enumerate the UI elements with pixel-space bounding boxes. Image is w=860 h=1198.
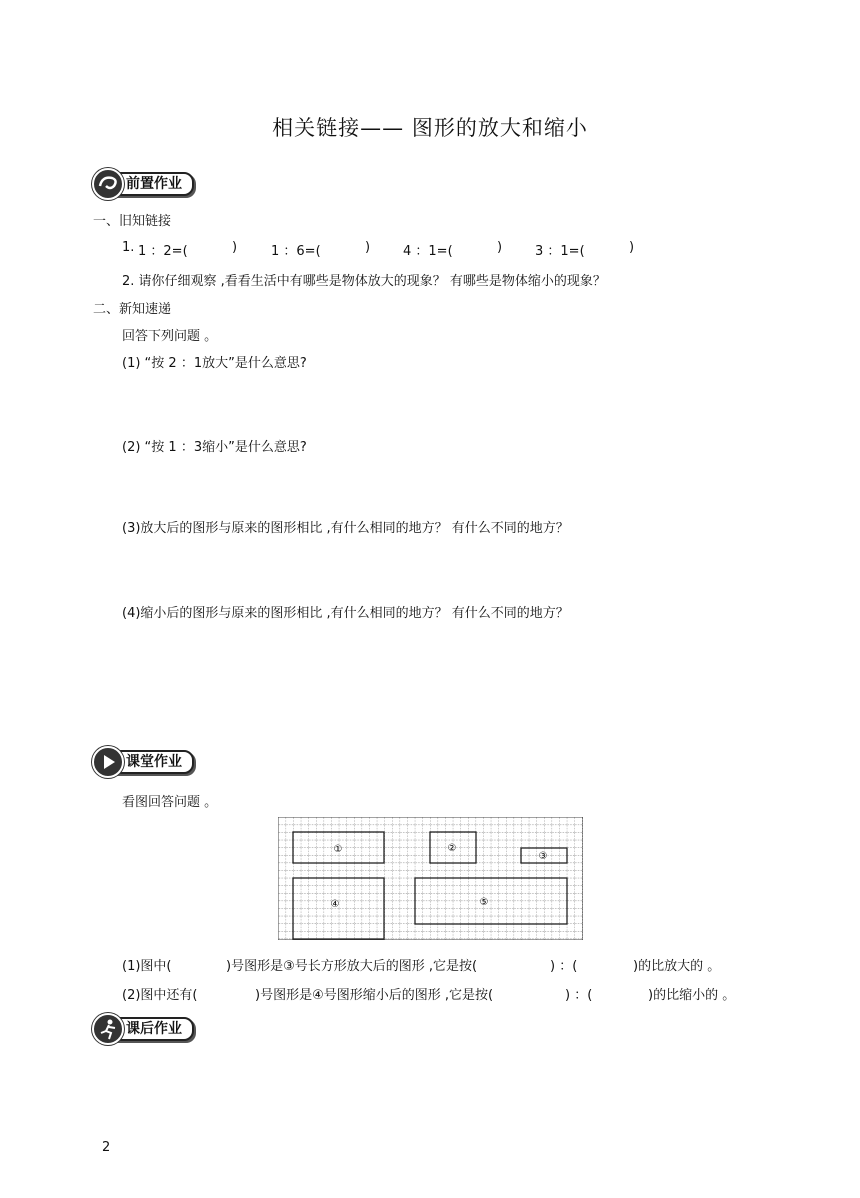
ratio-q-prefix: 1.: [122, 240, 135, 255]
ratio-3: 4 ：1=(: [403, 244, 453, 259]
ratio-1: 1 ：2=(: [138, 244, 188, 259]
answer2-part-a: (2)图中还有(: [122, 988, 198, 1003]
ratio-4: 3 ：1=(: [535, 244, 585, 259]
answer2-part-c: ) ：(: [565, 988, 593, 1003]
section-label-pre: 前置作业: [110, 172, 194, 196]
page-number: 2: [102, 1140, 111, 1155]
part2-intro: 回答下列问题 。: [122, 329, 218, 344]
part2-q1: (1) “按 2 ：1放大”是什么意思?: [122, 356, 307, 371]
grid-svg: [278, 817, 583, 940]
runner-icon: [92, 1013, 124, 1045]
answer1-part-a: (1)图中(: [122, 959, 172, 974]
part2-q2: (2) “按 1 ：3缩小”是什么意思?: [122, 440, 307, 455]
swirl-icon: [92, 168, 124, 200]
answer2-part-b: )号图形是④号图形缩小后的图形 ,它是按(: [255, 988, 494, 1003]
label-2: ②: [447, 843, 457, 854]
part2-q4: (4)缩小后的图形与原来的图形相比 ,有什么相同的地方？ 有什么不同的地方？: [122, 606, 569, 621]
part2-q3: (3)放大后的图形与原来的图形相比 ,有什么相同的地方？ 有什么不同的地方？: [122, 521, 569, 536]
label-4: ④: [330, 899, 340, 910]
ratio-1-close: ): [232, 240, 238, 255]
ratio-2-close: ): [365, 240, 371, 255]
play-icon: [92, 746, 124, 778]
part2-heading: 二、新知速递: [93, 302, 172, 317]
part1-heading: 一、旧知链接: [93, 214, 172, 229]
answer1-part-b: )号图形是③号长方形放大后的图形 ,它是按(: [226, 959, 478, 974]
page-title: 相关链接—— 图形的放大和缩小: [272, 116, 588, 140]
grid-figure: [278, 817, 583, 940]
answer1-part-c: ) ：(: [550, 959, 578, 974]
ratio-4-close: ): [629, 240, 635, 255]
classwork-intro: 看图回答问题 。: [122, 795, 218, 810]
ratio-3-close: ): [497, 240, 503, 255]
section-badge-after: [92, 1013, 222, 1041]
label-3: ③: [538, 851, 548, 862]
section-badge-pre: [92, 168, 222, 196]
section-label-after: 课后作业: [110, 1017, 194, 1041]
answer2-part-d: )的比缩小的 。: [648, 988, 736, 1003]
part1-q2: 2. 请你仔细观察 ,看看生活中有哪些是物体放大的现象？ 有哪些是物体缩小的现象？: [122, 274, 606, 289]
answer1-part-d: )的比放大的 。: [633, 959, 721, 974]
section-label-class: 课堂作业: [110, 750, 194, 774]
ratio-2: 1 ：6=(: [271, 244, 321, 259]
section-badge-class: [92, 746, 222, 774]
label-5: ⑤: [479, 897, 489, 908]
label-1: ①: [333, 844, 343, 855]
